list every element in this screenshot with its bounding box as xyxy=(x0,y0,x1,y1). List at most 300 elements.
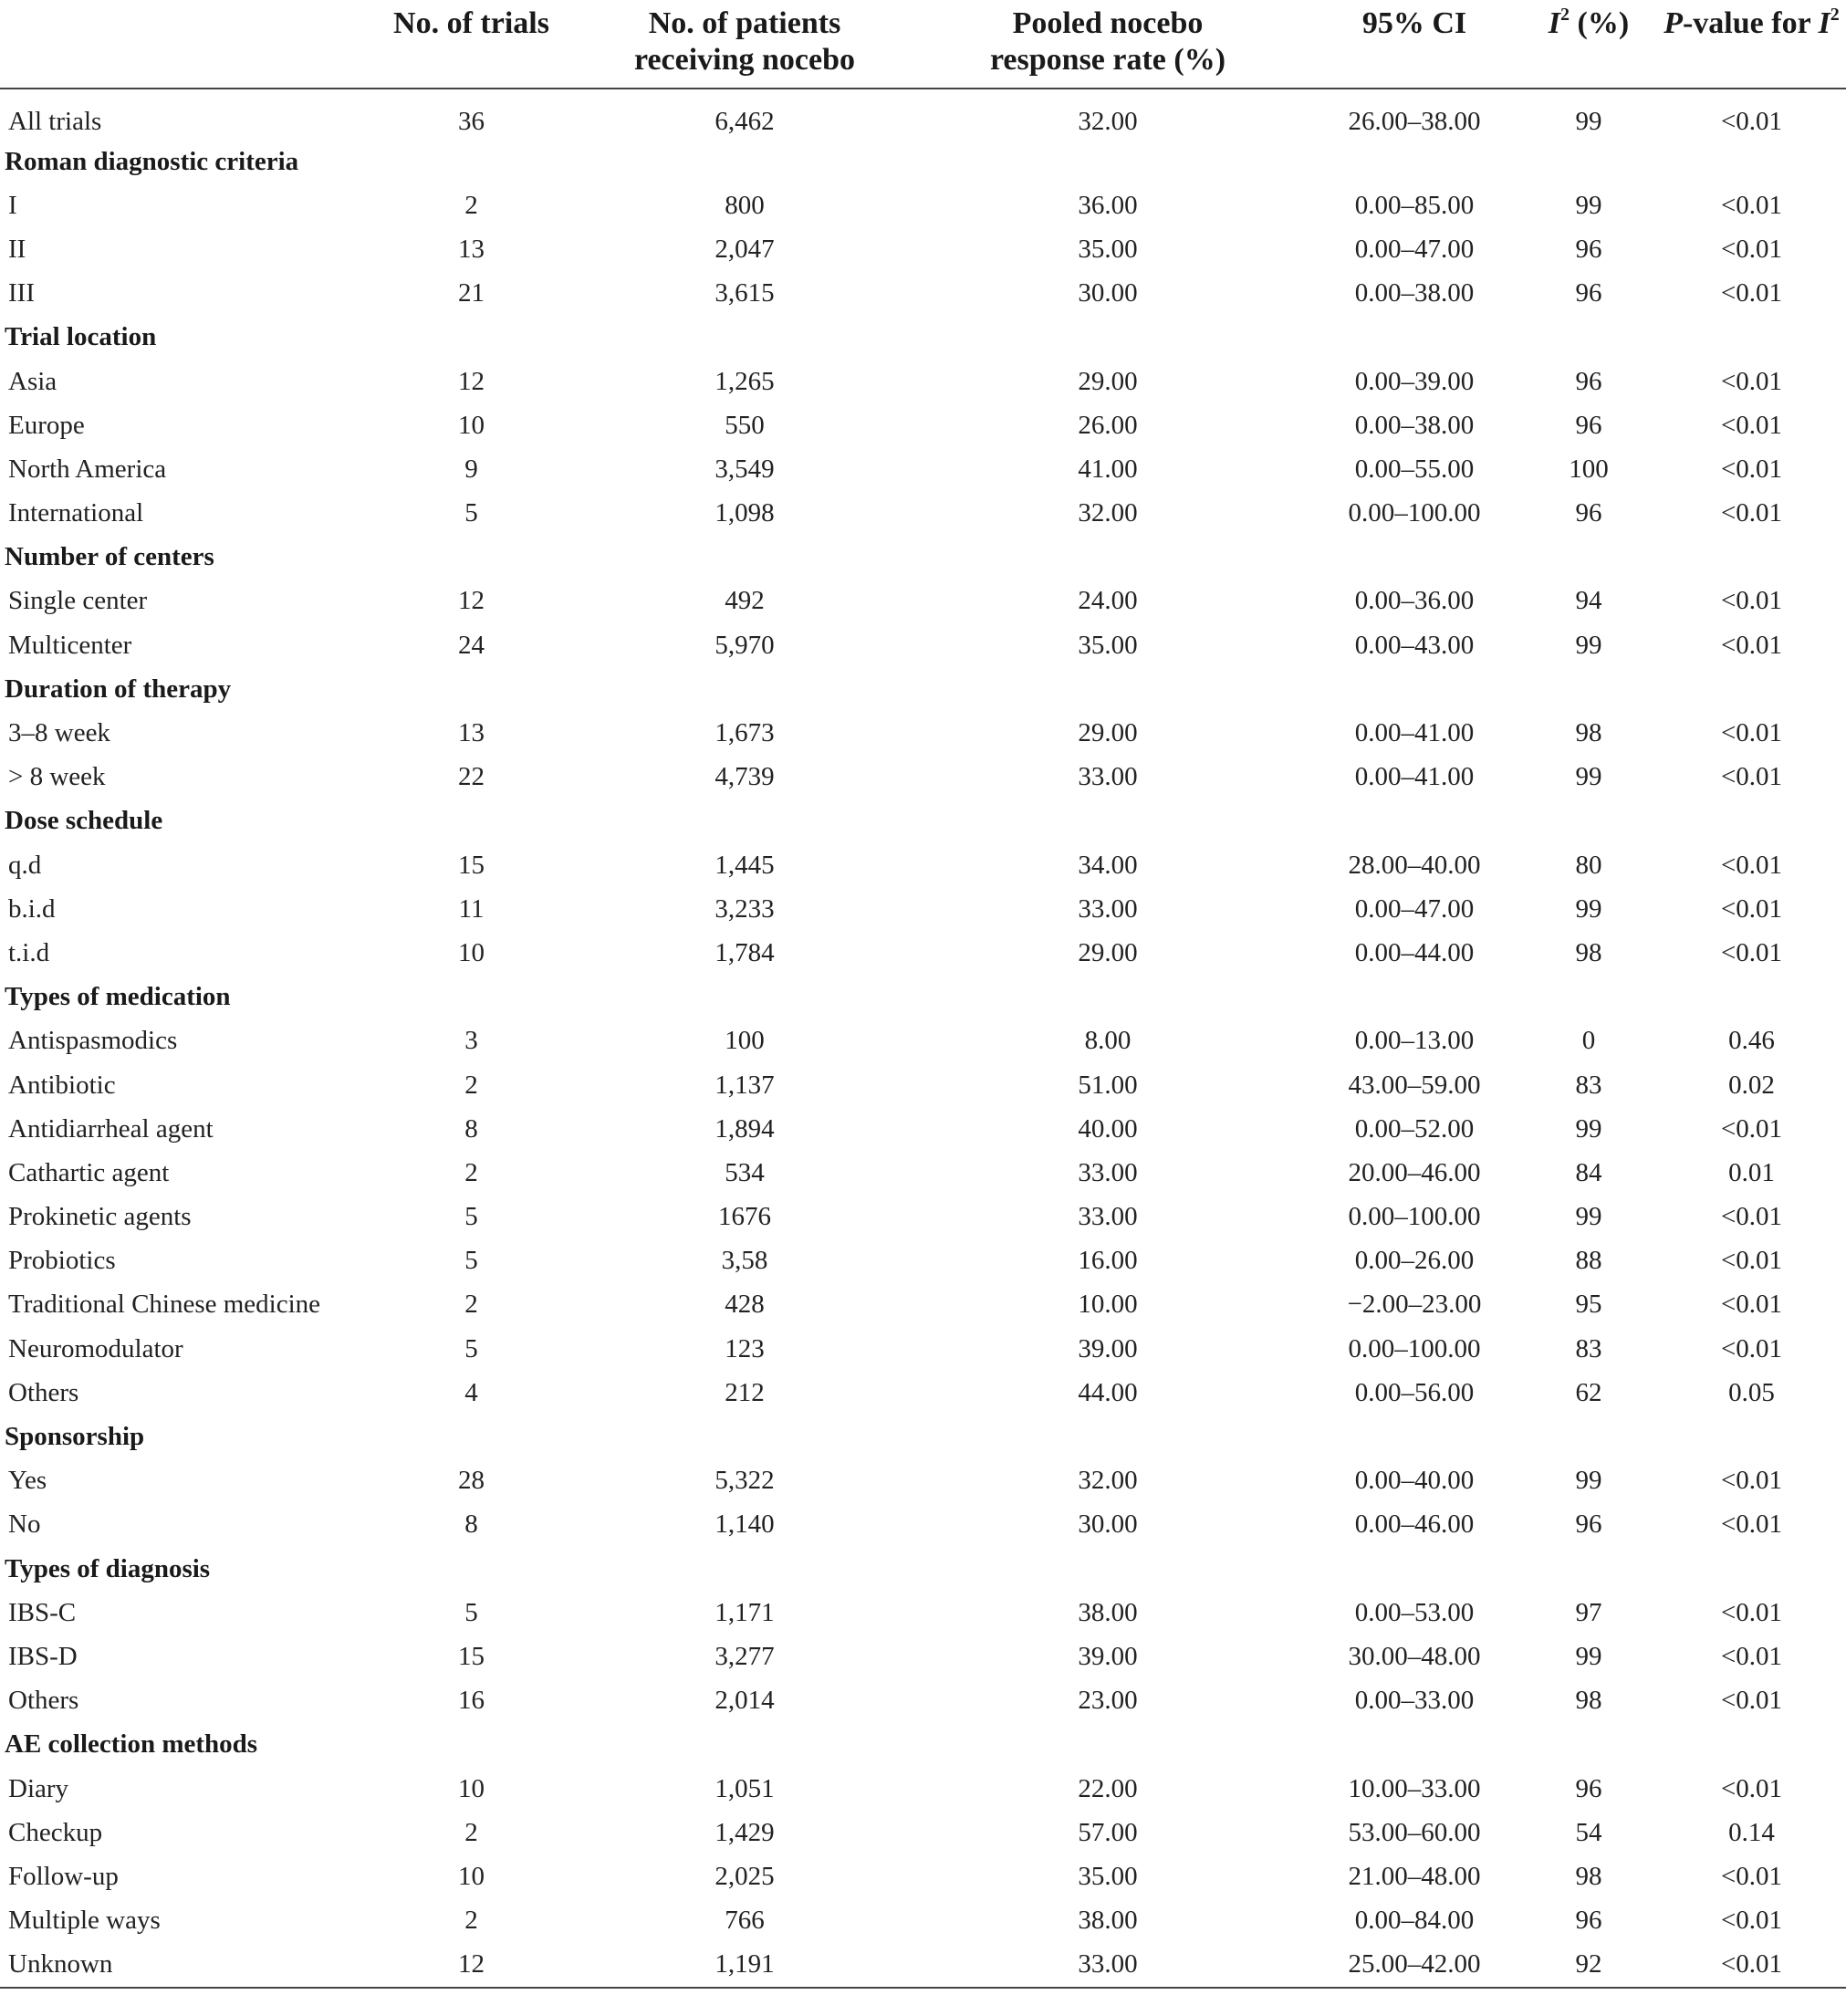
row-label: Yes xyxy=(8,1466,47,1496)
cell-rate: 16.00 xyxy=(1078,1246,1138,1276)
cell-ci: 0.00–38.00 xyxy=(1354,410,1475,440)
cell-p-value: <0.01 xyxy=(1720,1597,1783,1627)
row-label: All trials xyxy=(8,107,102,136)
group-label: Number of centers xyxy=(5,542,214,572)
row-label: Antispasmodics xyxy=(8,1026,178,1056)
empty-cell xyxy=(1520,667,1657,711)
cell-patients: 3,233 xyxy=(714,893,775,924)
cell-ci: 28.00–40.00 xyxy=(1348,850,1481,880)
group-header-row xyxy=(0,536,1846,580)
cell-p-value: <0.01 xyxy=(1720,1906,1783,1936)
cell-rate: 38.00 xyxy=(1078,1597,1138,1627)
empty-cell xyxy=(1520,316,1657,360)
table-row xyxy=(0,403,1846,447)
cell-trials: 10 xyxy=(458,410,485,440)
empty-cell xyxy=(907,1415,1309,1458)
cell-rate: 51.00 xyxy=(1078,1070,1138,1100)
cell-patients: 2,014 xyxy=(714,1686,775,1716)
table-body xyxy=(0,89,1846,1988)
cell-patients: 550 xyxy=(725,410,765,440)
cell-rate: 33.00 xyxy=(1078,762,1138,792)
cell-patients: 534 xyxy=(725,1157,765,1187)
cell-trials: 13 xyxy=(458,718,485,748)
cell-p-value: <0.01 xyxy=(1720,718,1783,748)
cell-ci: 0.00–36.00 xyxy=(1354,586,1475,616)
row-label: Cathartic agent xyxy=(8,1157,170,1187)
cell-ci: 20.00–46.00 xyxy=(1348,1157,1481,1187)
cell-trials: 4 xyxy=(464,1377,478,1407)
empty-cell xyxy=(1309,140,1520,183)
cell-patients: 492 xyxy=(725,586,765,616)
cell-p-value: <0.01 xyxy=(1720,1333,1783,1363)
cell-patients: 1676 xyxy=(718,1202,771,1232)
cell-p-value: 0.46 xyxy=(1728,1026,1775,1056)
header-pooled-rate xyxy=(907,0,1309,89)
cell-rate: 30.00 xyxy=(1078,1509,1138,1540)
row-label: Unknown xyxy=(0,1943,360,1988)
empty-cell xyxy=(360,536,582,580)
cell-trials: 13 xyxy=(458,234,485,264)
cell-ci: 0.00–40.00 xyxy=(1354,1466,1475,1496)
table-header xyxy=(0,0,1846,89)
table-row xyxy=(0,1239,1846,1283)
table-row xyxy=(0,1019,1846,1063)
cell-p-value: <0.01 xyxy=(1720,1509,1783,1540)
table-row xyxy=(0,1196,1846,1239)
cell-p-value: <0.01 xyxy=(1720,1861,1783,1891)
empty-cell xyxy=(582,316,907,360)
cell-p-value: <0.01 xyxy=(1720,1290,1783,1320)
cell-i2: 98 xyxy=(1575,937,1602,967)
table-row xyxy=(0,1635,1846,1678)
header-p-italic: P xyxy=(1663,6,1683,40)
group-header-row xyxy=(0,316,1846,360)
row-label: Asia xyxy=(8,366,57,396)
cell-ci: 0.00–41.00 xyxy=(1354,762,1475,792)
group-label: Dose schedule xyxy=(5,806,163,836)
cell-patients: 800 xyxy=(725,190,765,220)
row-label: Prokinetic agents xyxy=(8,1202,192,1232)
cell-rate: 44.00 xyxy=(1078,1377,1138,1407)
cell-trials: 28 xyxy=(458,1466,485,1496)
cell-ci: 43.00–59.00 xyxy=(1348,1070,1481,1100)
cell-i2: 54 xyxy=(1575,1817,1602,1847)
cell-i2: 98 xyxy=(1575,718,1602,748)
cell-rate: 33.00 xyxy=(1078,1157,1138,1187)
cell-rate: 29.00 xyxy=(1078,718,1138,748)
row-label: I xyxy=(8,190,17,220)
table-row xyxy=(0,1591,1846,1635)
cell-rate: 33.00 xyxy=(1078,1202,1138,1232)
table-row xyxy=(0,1767,1846,1811)
cell-ci: 0.00–33.00 xyxy=(1354,1686,1475,1716)
empty-cell xyxy=(582,1415,907,1458)
empty-cell xyxy=(907,799,1309,843)
table-row xyxy=(0,1151,1846,1195)
table-row xyxy=(0,1283,1846,1327)
empty-cell xyxy=(1657,140,1846,183)
empty-cell xyxy=(1657,536,1846,580)
cell-rate: 35.00 xyxy=(1078,630,1138,660)
empty-cell xyxy=(1309,1723,1520,1767)
cell-p-value: <0.01 xyxy=(1720,410,1783,440)
cell-ci: 21.00–48.00 xyxy=(1348,1861,1481,1891)
cell-trials: 12 xyxy=(458,586,485,616)
group-label: Roman diagnostic criteria xyxy=(5,146,299,176)
cell-i2: 96 xyxy=(1575,278,1602,308)
table-row xyxy=(0,1503,1846,1547)
cell-i2: 0 xyxy=(1581,1026,1596,1056)
cell-i2: 96 xyxy=(1575,234,1602,264)
cell-patients: 123 xyxy=(725,1333,765,1363)
cell-patients: 2,047 xyxy=(714,234,775,264)
cell-i2: 99 xyxy=(1575,1113,1602,1144)
cell-trials: 2 xyxy=(464,1070,478,1100)
cell-trials: 5 xyxy=(464,1202,478,1232)
table-row xyxy=(0,89,1846,140)
group-label: Sponsorship xyxy=(5,1422,145,1452)
group-header-row xyxy=(0,140,1846,183)
empty-cell xyxy=(360,976,582,1019)
empty-cell xyxy=(582,1547,907,1591)
empty-cell xyxy=(582,1723,907,1767)
cell-i2: 92 xyxy=(1520,1943,1657,1988)
empty-cell xyxy=(907,140,1309,183)
cell-rate: 57.00 xyxy=(1078,1817,1138,1847)
empty-cell xyxy=(1520,140,1657,183)
cell-ci: 0.00–55.00 xyxy=(1354,454,1475,484)
cell-trials: 3 xyxy=(464,1026,478,1056)
empty-cell xyxy=(1520,799,1657,843)
cell-p-value: <0.01 xyxy=(1720,1641,1783,1671)
row-label: Others xyxy=(8,1686,79,1716)
cell-p-value: 0.05 xyxy=(1728,1377,1775,1407)
header-i2-sup: 2 xyxy=(1560,5,1570,25)
empty-cell xyxy=(1657,1723,1846,1767)
table-row xyxy=(0,1327,1846,1371)
cell-p-value: <0.01 xyxy=(1720,107,1783,136)
row-label: 3–8 week xyxy=(8,718,110,748)
cell-i2: 84 xyxy=(1575,1157,1602,1187)
header-no-of-patients xyxy=(582,0,907,89)
group-header-row xyxy=(0,1723,1846,1767)
header-95-ci: 95% CI xyxy=(1309,0,1520,89)
cell-ci: 0.00–47.00 xyxy=(1354,893,1475,924)
cell-patients: 1,445 xyxy=(714,850,775,880)
row-label: Europe xyxy=(8,410,85,440)
cell-p-value: <0.01 xyxy=(1720,893,1783,924)
empty-cell xyxy=(582,976,907,1019)
empty-cell xyxy=(907,316,1309,360)
row-label: North America xyxy=(8,454,167,484)
cell-p-value: <0.01 xyxy=(1720,278,1783,308)
cell-ci: 0.00–84.00 xyxy=(1354,1906,1475,1936)
cell-rate: 33.00 xyxy=(907,1943,1309,1988)
cell-ci: 0.00–52.00 xyxy=(1354,1113,1475,1144)
row-label: Diary xyxy=(8,1773,69,1803)
cell-trials: 2 xyxy=(464,1290,478,1320)
cell-rate: 33.00 xyxy=(1078,893,1138,924)
table-row xyxy=(0,843,1846,887)
cell-ci: −2.00–23.00 xyxy=(1347,1290,1482,1320)
empty-cell xyxy=(360,316,582,360)
cell-rate: 32.00 xyxy=(1078,1466,1138,1496)
row-label: b.i.d xyxy=(8,893,56,924)
row-label: International xyxy=(8,498,144,528)
cell-ci: 26.00–38.00 xyxy=(1348,107,1481,136)
table-row xyxy=(0,931,1846,975)
cell-p-value: <0.01 xyxy=(1720,366,1783,396)
cell-p-value: 0.01 xyxy=(1728,1157,1775,1187)
group-header-row xyxy=(0,1547,1846,1591)
cell-ci: 0.00–100.00 xyxy=(1348,1202,1481,1232)
empty-cell xyxy=(1520,536,1657,580)
table-row xyxy=(0,623,1846,667)
header-pooled-rate-line2: response rate (%) xyxy=(989,43,1226,77)
cell-i2: 99 xyxy=(1575,762,1602,792)
empty-cell xyxy=(1657,1415,1846,1458)
header-i2-rest: (%) xyxy=(1570,6,1630,40)
cell-rate: 26.00 xyxy=(1078,410,1138,440)
cell-patients: 1,137 xyxy=(714,1070,775,1100)
empty-cell xyxy=(360,799,582,843)
group-label: Duration of therapy xyxy=(5,674,232,704)
header-pooled-rate-line1: Pooled nocebo xyxy=(1012,6,1204,40)
cell-i2: 83 xyxy=(1575,1070,1602,1100)
empty-cell xyxy=(360,140,582,183)
cell-ci: 25.00–42.00 xyxy=(1309,1943,1520,1988)
cell-ci: 0.00–85.00 xyxy=(1354,190,1475,220)
cell-i2: 100 xyxy=(1569,454,1609,484)
row-label: IBS-C xyxy=(8,1597,77,1627)
cell-trials: 5 xyxy=(464,1333,478,1363)
cell-rate: 35.00 xyxy=(1078,1861,1138,1891)
table-row xyxy=(0,887,1846,931)
cell-p-value: <0.01 xyxy=(1720,1466,1783,1496)
cell-trials: 8 xyxy=(464,1113,478,1144)
table-row xyxy=(0,360,1846,403)
table-row xyxy=(0,711,1846,755)
header-p-value xyxy=(1657,0,1846,89)
cell-i2: 99 xyxy=(1575,1466,1602,1496)
cell-patients: 1,051 xyxy=(714,1773,775,1803)
cell-rate: 36.00 xyxy=(1078,190,1138,220)
cell-p-value: <0.01 xyxy=(1720,190,1783,220)
empty-cell xyxy=(360,1547,582,1591)
cell-patients: 4,739 xyxy=(714,762,775,792)
empty-cell xyxy=(1309,1415,1520,1458)
table-row xyxy=(0,1811,1846,1854)
cell-p-value: <0.01 xyxy=(1720,630,1783,660)
cell-patients: 5,322 xyxy=(714,1466,775,1496)
cell-i2: 95 xyxy=(1575,1290,1602,1320)
cell-trials: 22 xyxy=(458,762,485,792)
cell-trials: 2 xyxy=(464,1157,478,1187)
empty-cell xyxy=(1309,667,1520,711)
cell-ci: 0.00–43.00 xyxy=(1354,630,1475,660)
cell-i2: 99 xyxy=(1575,630,1602,660)
cell-patients: 766 xyxy=(725,1906,765,1936)
cell-rate: 8.00 xyxy=(1084,1026,1132,1056)
empty-cell xyxy=(907,1723,1309,1767)
cell-trials: 11 xyxy=(458,893,485,924)
cell-ci: 0.00–100.00 xyxy=(1348,498,1481,528)
cell-i2: 80 xyxy=(1575,850,1602,880)
header-p-italic2: I xyxy=(1818,6,1830,40)
table-row xyxy=(0,1854,1846,1898)
empty-cell xyxy=(1309,976,1520,1019)
cell-p-value: <0.01 xyxy=(1720,586,1783,616)
cell-rate: 22.00 xyxy=(1078,1773,1138,1803)
empty-cell xyxy=(360,1415,582,1458)
empty-cell xyxy=(360,667,582,711)
cell-ci: 0.00–47.00 xyxy=(1354,234,1475,264)
row-label: q.d xyxy=(8,850,42,880)
empty-cell xyxy=(1309,799,1520,843)
cell-ci: 0.00–56.00 xyxy=(1354,1377,1475,1407)
cell-i2: 96 xyxy=(1575,1509,1602,1540)
empty-cell xyxy=(1520,1723,1657,1767)
empty-cell xyxy=(1657,667,1846,711)
group-label: Types of diagnosis xyxy=(5,1553,211,1583)
header-row xyxy=(0,0,1846,89)
cell-trials: 12 xyxy=(458,366,485,396)
cell-i2: 94 xyxy=(1575,586,1602,616)
cell-trials: 10 xyxy=(458,937,485,967)
row-label: Antibiotic xyxy=(8,1070,116,1100)
cell-rate: 39.00 xyxy=(1078,1641,1138,1671)
cell-patients: 3,58 xyxy=(721,1246,768,1276)
empty-cell xyxy=(1657,976,1846,1019)
cell-p-value: 0.14 xyxy=(1728,1817,1775,1847)
cell-i2: 99 xyxy=(1575,1641,1602,1671)
cell-patients: 1,140 xyxy=(714,1509,775,1540)
empty-cell xyxy=(582,667,907,711)
group-header-row xyxy=(0,667,1846,711)
cell-patients: 2,025 xyxy=(714,1861,775,1891)
empty-cell xyxy=(1309,536,1520,580)
empty-cell xyxy=(1309,316,1520,360)
cell-trials: 8 xyxy=(464,1509,478,1540)
cell-patients: 6,462 xyxy=(714,107,775,136)
cell-rate: 35.00 xyxy=(1078,234,1138,264)
cell-trials: 2 xyxy=(464,1817,478,1847)
cell-rate: 10.00 xyxy=(1078,1290,1138,1320)
header-no-of-trials: No. of trials xyxy=(360,0,582,89)
cell-trials: 2 xyxy=(464,1906,478,1936)
cell-p-value: <0.01 xyxy=(1720,1246,1783,1276)
cell-rate: 30.00 xyxy=(1078,278,1138,308)
row-label: Traditional Chinese medicine xyxy=(8,1290,321,1320)
cell-ci: 30.00–48.00 xyxy=(1348,1641,1481,1671)
table-row xyxy=(0,1679,1846,1723)
empty-cell xyxy=(582,140,907,183)
cell-i2: 99 xyxy=(1575,190,1602,220)
cell-i2: 96 xyxy=(1575,1773,1602,1803)
cell-i2: 96 xyxy=(1575,498,1602,528)
cell-p-value: <0.01 xyxy=(1720,1202,1783,1232)
cell-ci: 0.00–100.00 xyxy=(1348,1333,1481,1363)
table-row xyxy=(0,1063,1846,1107)
cell-i2: 62 xyxy=(1575,1377,1602,1407)
cell-patients: 3,615 xyxy=(714,278,775,308)
cell-i2: 88 xyxy=(1575,1246,1602,1276)
cell-i2: 99 xyxy=(1575,893,1602,924)
cell-rate: 34.00 xyxy=(1078,850,1138,880)
table-row xyxy=(0,492,1846,536)
cell-patients: 5,970 xyxy=(714,630,775,660)
row-label: Multiple ways xyxy=(8,1906,161,1936)
cell-patients: 1,171 xyxy=(714,1597,775,1627)
cell-ci: 0.00–13.00 xyxy=(1354,1026,1475,1056)
cell-trials: 12 xyxy=(360,1943,582,1988)
cell-p-value: <0.01 xyxy=(1720,850,1783,880)
empty-cell xyxy=(582,799,907,843)
cell-p-value: <0.01 xyxy=(1720,498,1783,528)
cell-p-value: <0.01 xyxy=(1720,762,1783,792)
table-row xyxy=(0,1371,1846,1415)
header-i2 xyxy=(1520,0,1657,89)
cell-trials: 2 xyxy=(464,190,478,220)
cell-i2: 98 xyxy=(1575,1686,1602,1716)
cell-ci: 0.00–38.00 xyxy=(1354,278,1475,308)
row-label: Antidiarrheal agent xyxy=(8,1113,214,1144)
group-header-row xyxy=(0,976,1846,1019)
empty-cell xyxy=(1657,1547,1846,1591)
empty-cell xyxy=(907,536,1309,580)
row-label: Probiotics xyxy=(8,1246,116,1276)
empty-cell xyxy=(1309,1547,1520,1591)
cell-i2: 97 xyxy=(1575,1597,1602,1627)
row-label: Follow-up xyxy=(8,1861,119,1891)
row-label: t.i.d xyxy=(8,937,50,967)
table-row xyxy=(0,1943,1846,1988)
cell-i2: 96 xyxy=(1575,410,1602,440)
cell-patients: 1,429 xyxy=(714,1817,775,1847)
empty-cell xyxy=(1657,799,1846,843)
cell-trials: 10 xyxy=(458,1773,485,1803)
cell-patients: 1,098 xyxy=(714,498,775,528)
empty-cell xyxy=(907,1547,1309,1591)
cell-i2: 99 xyxy=(1575,107,1602,136)
cell-patients: 1,191 xyxy=(582,1943,907,1988)
header-no-of-patients-line2: receiving nocebo xyxy=(633,43,856,77)
cell-p-value: <0.01 xyxy=(1720,1686,1783,1716)
group-label: AE collection methods xyxy=(5,1729,258,1760)
row-label: II xyxy=(8,234,26,264)
cell-ci: 0.00–46.00 xyxy=(1354,1509,1475,1540)
cell-rate: 29.00 xyxy=(1078,366,1138,396)
cell-ci: 10.00–33.00 xyxy=(1348,1773,1481,1803)
row-label: Multicenter xyxy=(8,630,132,660)
row-label: IBS-D xyxy=(8,1641,78,1671)
row-label: III xyxy=(8,278,35,308)
cell-patients: 428 xyxy=(725,1290,765,1320)
empty-cell xyxy=(1520,976,1657,1019)
cell-ci: 0.00–39.00 xyxy=(1354,366,1475,396)
table-row xyxy=(0,227,1846,271)
group-label: Trial location xyxy=(5,322,157,352)
table-row xyxy=(0,447,1846,491)
table-row xyxy=(0,1899,1846,1943)
cell-rate: 40.00 xyxy=(1078,1113,1138,1144)
header-no-of-patients-line1: No. of patients xyxy=(648,6,841,40)
group-header-row xyxy=(0,1415,1846,1458)
cell-p-value: <0.01 xyxy=(1657,1943,1846,1988)
cell-trials: 10 xyxy=(458,1861,485,1891)
table-row xyxy=(0,580,1846,623)
cell-rate: 41.00 xyxy=(1078,454,1138,484)
